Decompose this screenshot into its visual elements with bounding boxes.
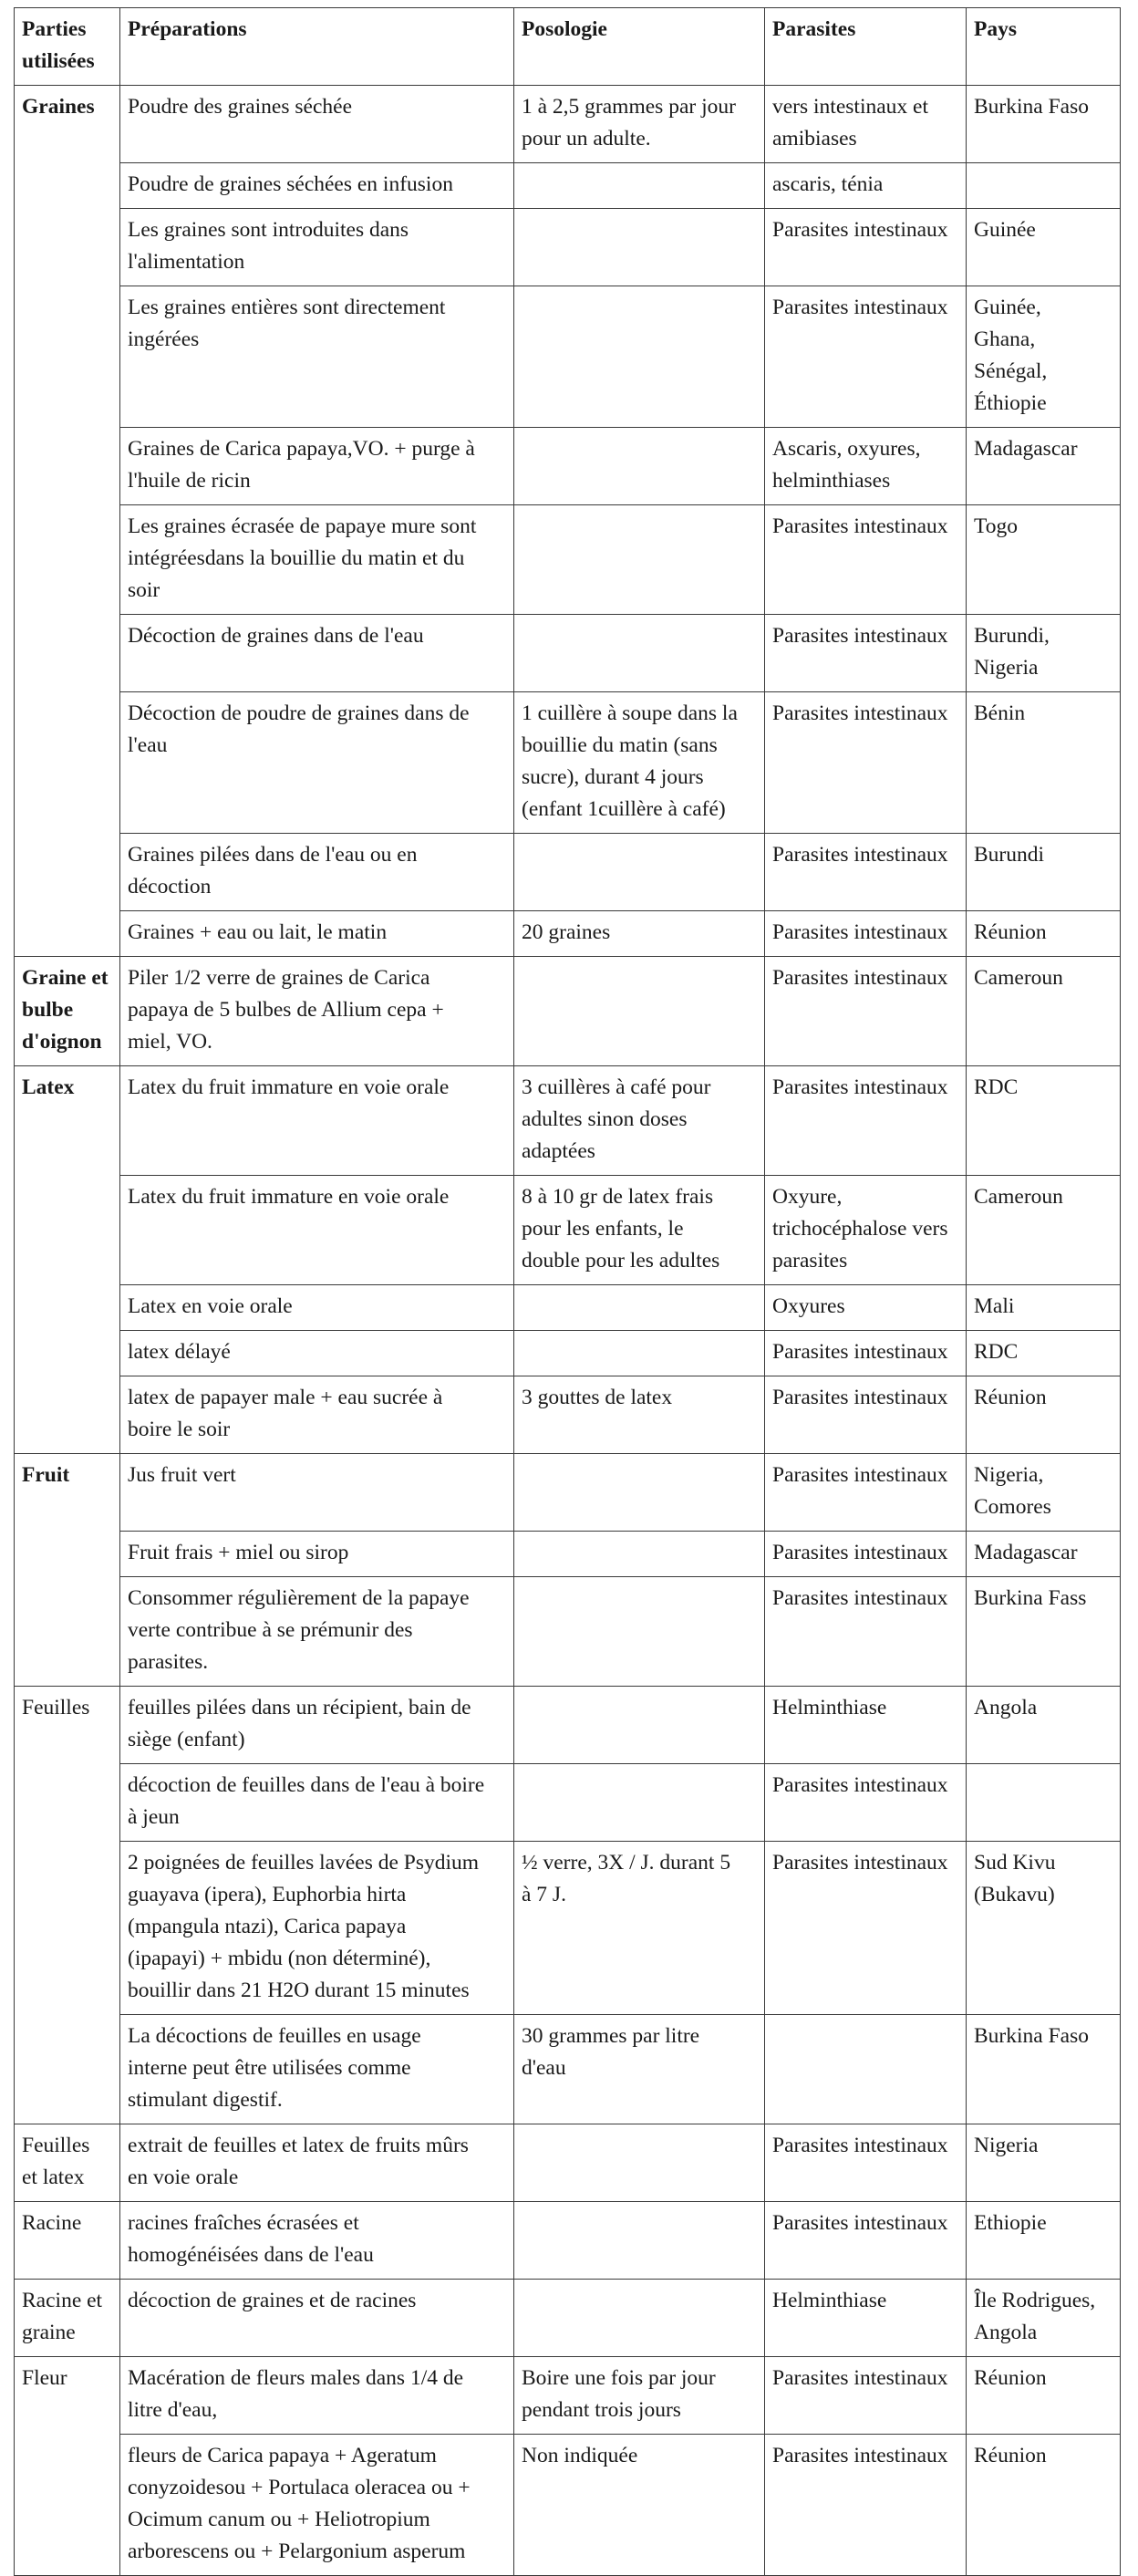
posologie-cell: 3 gouttes de latex <box>514 1376 765 1454</box>
pays-cell: Réunion <box>967 1376 1121 1454</box>
preparation-cell: Latex du fruit immature en voie orale <box>120 1176 514 1285</box>
table-row <box>15 1842 1121 2015</box>
preparation-cell: Poudre de graines séchées en infusion <box>120 163 514 209</box>
table-row <box>15 2357 1121 2435</box>
pays-cell: Île Rodrigues, Angola <box>967 2280 1121 2357</box>
parasites-cell: Parasites intestinaux <box>765 209 967 286</box>
table-row <box>15 505 1121 615</box>
pays-cell: Nigeria <box>967 2124 1121 2202</box>
parasites-cell: Parasites intestinaux <box>765 2202 967 2280</box>
pays-cell: Guinée <box>967 209 1121 286</box>
preparation-cell: Macération de fleurs males dans 1/4 de litre d'eau, <box>120 2357 514 2435</box>
pays-cell: RDC <box>967 1331 1121 1376</box>
parasites-cell: Parasites intestinaux <box>765 1577 967 1687</box>
pays-cell: Madagascar <box>967 428 1121 505</box>
parasites-cell: Parasites intestinaux <box>765 1842 967 2015</box>
table-row <box>15 428 1121 505</box>
preparation-cell: Jus fruit vert <box>120 1454 514 1532</box>
parasites-cell: ascaris, ténia <box>765 163 967 209</box>
table-row <box>15 1376 1121 1454</box>
preparation-cell: latex de papayer male + eau sucrée à boire le soir <box>120 1376 514 1454</box>
header-parasites: Parasites <box>765 8 967 86</box>
preparation-cell: Latex en voie orale <box>120 1285 514 1331</box>
table-row <box>15 209 1121 286</box>
posologie-cell <box>514 1532 765 1577</box>
posologie-cell <box>514 1687 765 1764</box>
posologie-cell <box>514 163 765 209</box>
posologie-cell <box>514 2280 765 2357</box>
header-pays: Pays <box>967 8 1121 86</box>
preparation-cell: Poudre des graines séchée <box>120 86 514 163</box>
parasites-cell: Oxyure, trichocéphalose vers parasites <box>765 1176 967 1285</box>
posologie-cell <box>514 1454 765 1532</box>
parasites-cell <box>765 2015 967 2124</box>
pays-cell <box>967 1764 1121 1842</box>
pays-cell: Guinée, Ghana, Sénégal, Éthiopie <box>967 286 1121 428</box>
table-row <box>15 615 1121 692</box>
preparation-cell: 2 poignées de feuilles lavées de Psydium guayava (ipera), Euphorbia hirta (mpangula ntazi), Carica papaya (ipapayi) + mbidu (non déterminé), bouillir dans 21 H2O durant 15 minutes <box>120 1842 514 2015</box>
posologie-cell: 30 grammes par litre d'eau <box>514 2015 765 2124</box>
parasites-cell: Parasites intestinaux <box>765 1376 967 1454</box>
document-page <box>14 7 1120 2576</box>
preparation-cell: Graines de Carica papaya,VO. + purge à l'huile de ricin <box>120 428 514 505</box>
preparation-cell: décoction de feuilles dans de l'eau à boire à jeun <box>120 1764 514 1842</box>
table-row <box>15 2435 1121 2576</box>
table-row <box>15 1331 1121 1376</box>
header-posologie: Posologie <box>514 8 765 86</box>
pays-cell: Madagascar <box>967 1532 1121 1577</box>
table-row <box>15 834 1121 911</box>
part-cell: Fruit <box>15 1454 120 1687</box>
preparation-cell: racines fraîches écrasées et homogénéisées dans de l'eau <box>120 2202 514 2280</box>
posologie-cell: Boire une fois par jour pendant trois jours <box>514 2357 765 2435</box>
parasites-cell: Parasites intestinaux <box>765 286 967 428</box>
part-cell: Fleur <box>15 2357 120 2576</box>
parasites-cell: Parasites intestinaux <box>765 692 967 834</box>
pays-cell: Burkina Fass <box>967 1577 1121 1687</box>
preparation-cell: Graines + eau ou lait, le matin <box>120 911 514 957</box>
posologie-cell <box>514 615 765 692</box>
pays-cell: Sud Kivu (Bukavu) <box>967 1842 1121 2015</box>
table-row <box>15 2124 1121 2202</box>
table-row <box>15 1687 1121 1764</box>
preparation-cell: Décoction de poudre de graines dans de l'eau <box>120 692 514 834</box>
parasites-cell: Parasites intestinaux <box>765 1331 967 1376</box>
posologie-cell: 8 à 10 gr de latex frais pour les enfants, le double pour les adultes <box>514 1176 765 1285</box>
part-cell: Feuilles et latex <box>15 2124 120 2202</box>
pays-cell: Bénin <box>967 692 1121 834</box>
posologie-cell <box>514 505 765 615</box>
posologie-cell: 20 graines <box>514 911 765 957</box>
table-row <box>15 2202 1121 2280</box>
table-row <box>15 1764 1121 1842</box>
preparation-cell: décoction de graines et de racines <box>120 2280 514 2357</box>
preparation-cell: Les graines écrasée de papaye mure sont intégréesdans la bouillie du matin et du soir <box>120 505 514 615</box>
table-row <box>15 1454 1121 1532</box>
pays-cell <box>967 163 1121 209</box>
part-cell: Feuilles <box>15 1687 120 2124</box>
posologie-cell <box>514 209 765 286</box>
header-preparations: Préparations <box>120 8 514 86</box>
table-row <box>15 692 1121 834</box>
table-row <box>15 2015 1121 2124</box>
part-cell: Racine et graine <box>15 2280 120 2357</box>
parasites-cell: Parasites intestinaux <box>765 1532 967 1577</box>
part-cell: Graine et bulbe d'oignon <box>15 957 120 1066</box>
preparation-cell: Latex du fruit immature en voie orale <box>120 1066 514 1176</box>
table-row <box>15 1532 1121 1577</box>
posologie-cell <box>514 834 765 911</box>
table-row <box>15 1176 1121 1285</box>
table-row <box>15 1285 1121 1331</box>
pays-cell: Nigeria, Comores <box>967 1454 1121 1532</box>
table-row <box>15 2280 1121 2357</box>
preparation-cell: La décoctions de feuilles en usage interne peut être utilisées comme stimulant digestif. <box>120 2015 514 2124</box>
parasites-cell: Oxyures <box>765 1285 967 1331</box>
posologie-cell <box>514 2124 765 2202</box>
posologie-cell <box>514 428 765 505</box>
posologie-cell <box>514 1764 765 1842</box>
parasites-cell: Parasites intestinaux <box>765 1454 967 1532</box>
parasites-cell: Helminthiase <box>765 2280 967 2357</box>
posologie-cell <box>514 286 765 428</box>
pays-cell: Cameroun <box>967 1176 1121 1285</box>
posologie-cell <box>514 957 765 1066</box>
posologie-cell: 1 à 2,5 grammes par jour pour un adulte. <box>514 86 765 163</box>
posologie-cell: 3 cuillères à café pour adultes sinon doses adaptées <box>514 1066 765 1176</box>
pays-cell: Ethiopie <box>967 2202 1121 2280</box>
parasites-cell: Parasites intestinaux <box>765 834 967 911</box>
posologie-cell: 1 cuillère à soupe dans la bouillie du matin (sans sucre), durant 4 jours (enfant 1cuillère à café) <box>514 692 765 834</box>
remedies-table <box>14 7 1121 2576</box>
pays-cell: Réunion <box>967 911 1121 957</box>
pays-cell: Burkina Faso <box>967 2015 1121 2124</box>
parasites-cell: Ascaris, oxyures, helminthiases <box>765 428 967 505</box>
table-row <box>15 957 1121 1066</box>
preparation-cell: fleurs de Carica papaya + Ageratum conyzoidesou + Portulaca oleracea ou + Ocimum canum ou + Heliotropium arborescens ou + Pelargonium asperum <box>120 2435 514 2576</box>
pays-cell: Burkina Faso <box>967 86 1121 163</box>
pays-cell: Togo <box>967 505 1121 615</box>
header-row <box>15 8 1121 86</box>
parasites-cell: Parasites intestinaux <box>765 911 967 957</box>
preparation-cell: latex délayé <box>120 1331 514 1376</box>
pays-cell: Réunion <box>967 2435 1121 2576</box>
preparation-cell: feuilles pilées dans un récipient, bain de siège (enfant) <box>120 1687 514 1764</box>
preparation-cell: Les graines entières sont directement ingérées <box>120 286 514 428</box>
table-row <box>15 163 1121 209</box>
parasites-cell: Parasites intestinaux <box>765 1066 967 1176</box>
posologie-cell <box>514 1577 765 1687</box>
preparation-cell: Graines pilées dans de l'eau ou en décoction <box>120 834 514 911</box>
preparation-cell: Décoction de graines dans de l'eau <box>120 615 514 692</box>
parasites-cell: Helminthiase <box>765 1687 967 1764</box>
table-row <box>15 286 1121 428</box>
part-cell: Graines <box>15 86 120 957</box>
table-row <box>15 1577 1121 1687</box>
table-row <box>15 1066 1121 1176</box>
posologie-cell <box>514 2202 765 2280</box>
part-cell: Latex <box>15 1066 120 1454</box>
posologie-cell <box>514 1331 765 1376</box>
pays-cell: Cameroun <box>967 957 1121 1066</box>
parasites-cell: Parasites intestinaux <box>765 2124 967 2202</box>
parasites-cell: Parasites intestinaux <box>765 957 967 1066</box>
parasites-cell: Parasites intestinaux <box>765 615 967 692</box>
parasites-cell: Parasites intestinaux <box>765 1764 967 1842</box>
pays-cell: RDC <box>967 1066 1121 1176</box>
pays-cell: Réunion <box>967 2357 1121 2435</box>
preparation-cell: extrait de feuilles et latex de fruits mûrs en voie orale <box>120 2124 514 2202</box>
posologie-cell <box>514 1285 765 1331</box>
parasites-cell: vers intestinaux et amibiases <box>765 86 967 163</box>
preparation-cell: Piler 1/2 verre de graines de Carica papaya de 5 bulbes de Allium cepa + miel, VO. <box>120 957 514 1066</box>
preparation-cell: Consommer régulièrement de la papaye verte contribue à se prémunir des parasites. <box>120 1577 514 1687</box>
header-parties: Parties utilisées <box>15 8 120 86</box>
posologie-cell: Non indiquée <box>514 2435 765 2576</box>
pays-cell: Mali <box>967 1285 1121 1331</box>
parasites-cell: Parasites intestinaux <box>765 2435 967 2576</box>
parasites-cell: Parasites intestinaux <box>765 2357 967 2435</box>
part-cell: Racine <box>15 2202 120 2280</box>
pays-cell: Burundi <box>967 834 1121 911</box>
parasites-cell: Parasites intestinaux <box>765 505 967 615</box>
table-row <box>15 911 1121 957</box>
pays-cell: Burundi, Nigeria <box>967 615 1121 692</box>
table-row <box>15 86 1121 163</box>
preparation-cell: Fruit frais + miel ou sirop <box>120 1532 514 1577</box>
pays-cell: Angola <box>967 1687 1121 1764</box>
preparation-cell: Les graines sont introduites dans l'alimentation <box>120 209 514 286</box>
posologie-cell: ½ verre, 3X / J. durant 5 à 7 J. <box>514 1842 765 2015</box>
